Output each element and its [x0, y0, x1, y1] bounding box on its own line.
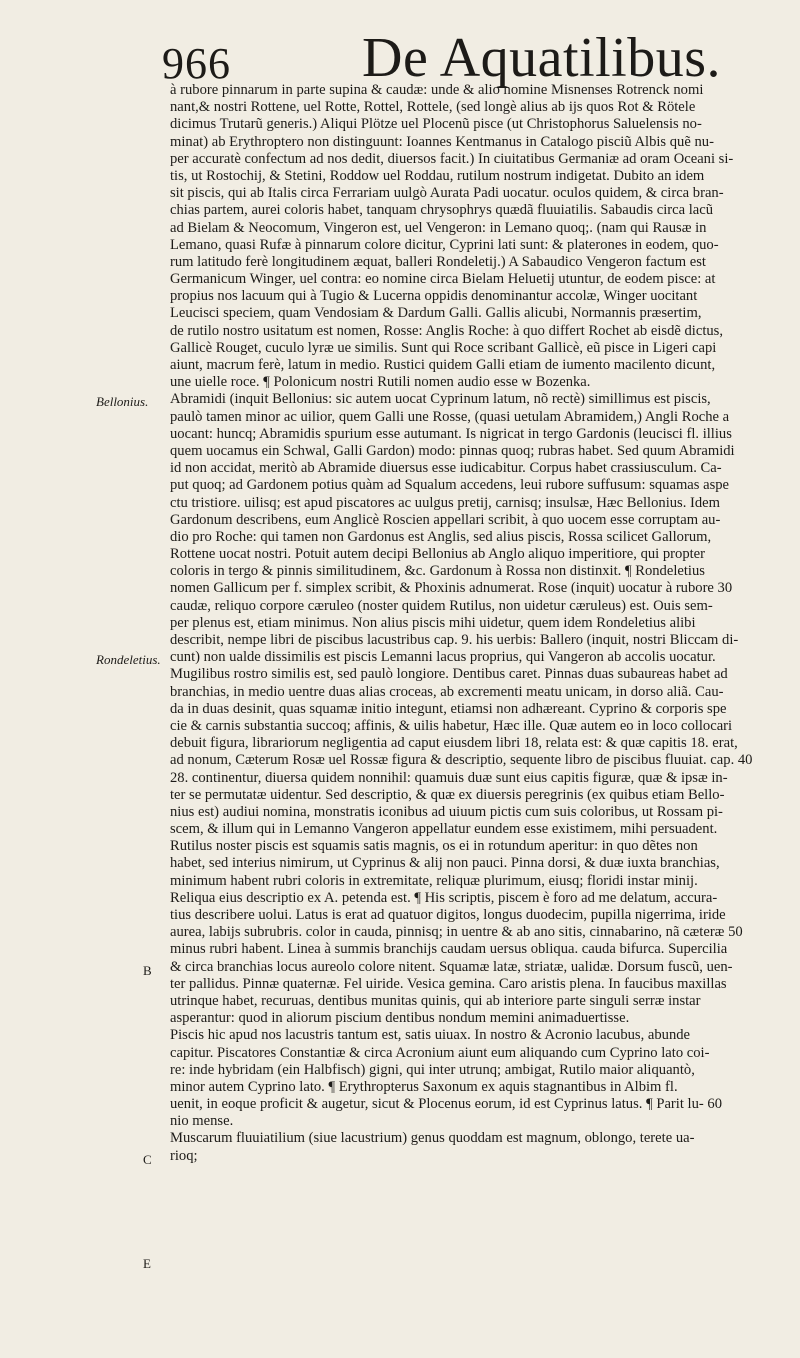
text-line: nio mense.	[170, 1113, 234, 1130]
text-line: 28. continentur, diuersa quidem nonnihil: quamuis duæ sunt eius capitis figuræ, quæ & ipsæ in-	[170, 769, 728, 786]
text-line: Piscis hic apud nos lacustris tantum est, satis uiuax. In nostro & Acronio lacubus, abunde	[170, 1027, 691, 1044]
text-line: put quoq; ad Gardonem potius quàm ad Squalum accedens, leui rubore suffusum: squamas aspe	[170, 477, 730, 494]
text-line: debuit figura, librariorum negligentia ad caput eiusdem libri 18, relata est: & quæ capitis 18. erat,	[170, 735, 738, 752]
text-line: minus rubri habent. Linea à summis branchijs caudam uersus obliqua. cauda bifurca. Supercilia	[170, 941, 728, 958]
text-line: Muscarum fluuiatilium (siue lacustrium) genus quoddam est magnum, oblongo, terete ua-	[170, 1130, 695, 1147]
running-title: De Aquatilibus.	[362, 27, 722, 89]
text-line: minimum habent rubri coloris in extremitate, reliquæ plurimum, eiusq; floridi instar minij.	[170, 872, 698, 889]
text-line: describit, nempe libri de piscibus lacustribus cap. 9. his uerbis: Ballero (inquit, nostri Bliccam di-	[170, 632, 739, 648]
text-line: sit piscis, qui ab Italis circa Ferrariam uulgò Aurata Padi uocatur. oculos quidem, & circa bran-	[170, 185, 724, 202]
text-line: Leucisci speciem, quam Vendosiam & Dardum Galli. Gallis alicubi, Normannis præsertim,	[170, 305, 702, 322]
text-line: nius est) audiui nomina, monstratis iconibus ad uiuum pictis cum suis coloribus, ut Rossam pi-	[170, 803, 723, 820]
text-line: Mugilibus rostro similis est, sed paulò longiore. Dentibus caret. Pinnas duas subaureas habet ad	[170, 666, 728, 683]
text-line: dicimus Trutarũ generis.) Aliqui Plötze uel Plocenũ pisce (ut Christophorus Saluelensis no-	[170, 116, 702, 133]
text-line: dio pro Roche: qui tamen non Gardonus est Anglis, sed alius piscis, Rossa scilicet Gallorum,	[170, 528, 712, 545]
text-line: uocant: huncq; Abramidis spurium esse autumant. Is nigricat in tergo Gardonis (leucisci fl. illius	[170, 425, 732, 442]
text-line: nant,& nostri Rottene, uel Rotte, Rottel, Rottele, (sed longè alius ab ijs quos Rot & Rötele	[170, 99, 696, 116]
text-line: Reliqua eius descriptio ex A. petenda est. ¶ His scriptis, piscem è foro ad me delatum, accura-	[170, 889, 718, 906]
text-line: capitur. Piscatores Constantiæ & circa Acronium aiunt eum aliquando cum Cyprino lato coi-	[170, 1044, 710, 1061]
text-line: da in duas desinit, quas squamæ initio integunt, etiamsi non adhæreant. Cyprino & corporis spe	[170, 700, 727, 717]
text-line: minor autem Cyprino lato. ¶ Erythropterus Saxonum ex aquis stagnantibus in Albim fl.	[170, 1078, 678, 1095]
text-line: ad nonum, Cæterum Rosæ uel Rossæ figura & descriptio, sequente libro de piscibus fluuiat. cap. 40	[170, 752, 753, 769]
text-line: Lemano, quasi Rufæ à pinnarum colore dicitur, Cyprini lati sunt: & platerones in eodem, quo-	[170, 236, 719, 253]
text-line: nomen Gallicum per f. simplex scribit, & Phoxinis adnumerat. Rose (inquit) uocatur à rubore 30	[170, 580, 733, 597]
text-line: aurea, labijs subrubris. color in cauda, pinnisq; in uentre & ab ano sitis, cinnabarino, nã cæteræ 50	[170, 924, 743, 941]
text-line: propius nos lacuum qui à Tugio & Lucerna oppidis denominantur accolæ, Winger uocitant	[170, 288, 698, 305]
section-letter: C	[143, 1152, 152, 1168]
text-line: Abramidi (inquit Bellonius: sic autem uocat Cyprinum latum, nõ rectè) simillimus est piscis,	[170, 391, 711, 408]
text-line: cunt) non ualde dissimilis est piscis Lemanni lacus proprius, qui Vangeron ab accolis uocatur.	[170, 649, 716, 666]
text-line: uenit, in eoque proficit & augetur, sicut & Plocenus eorum, id est Cyprinus latus. ¶ Parit lu- 60	[170, 1096, 722, 1113]
text-line: Rutilus noster piscis est squamis satis magnis, os ei in rotundum aperitur: in quo dẽtes non	[170, 838, 698, 855]
page-number: 966	[162, 39, 231, 88]
text-line: utrinque habet, recuruas, dentibus munitas quinis, qui ab interiore parte singuli serræ instar	[170, 992, 701, 1009]
section-letter: B	[143, 963, 152, 979]
text-line: rum latitudo ferè longitudinem æquat, balleri Rondeletij.) A Sabaudico Vengeron factum est	[170, 253, 706, 270]
text-line: Rottene uocat nostri. Potuit autem decipi Bellonius ab Anglo aliquo imperitiore, qui propter	[170, 546, 706, 563]
text-line: aiunt, macrum ferè, latum in medio. Rustici quidem Galli etiam de iumento macilento dicunt,	[170, 357, 716, 373]
text-line: ter pallidus. Pinnæ quaternæ. Fel uiride. Vesica gemina. Caro aristis plena. In faucibus maxillas	[170, 975, 727, 992]
margin-note: Bellonius.	[96, 393, 149, 409]
text-line: caudæ, reliquo corpore cæruleo (noster quidem Rutilus, non uidetur cæruleus) est. Ouis sem-	[170, 597, 713, 614]
text-line: Gallicè Rouget, cuculo lyræ ue similis. Sunt qui Roce scribant Gallicè, eũ pisce in Ligeri capi	[170, 339, 717, 356]
text-line: minat) ab Erythroptero non distinguunt: Ioannes Kentmanus in Catalogo pisciũ Albis quẽ nu-	[170, 133, 714, 150]
text-line: quem uocamus ein Schwal, Galli Gardon) modo: pinnas quoq; rubras habet. Sed quum Abramidi	[170, 442, 735, 459]
text-line: tius describere uolui. Latus is erat ad quatuor digitos, longus duodecim, pupilla nigerrima, iride	[170, 907, 726, 923]
text-line: id non accidat, meritò ab Abramide diuersus esse iudicabitur. Corpus habet crassiusculum. Ca-	[170, 460, 722, 477]
text-line: branchias, in medio uentre duas alias croceas, ab excrementi meatu unicam, in dorso aliã. Cau-	[170, 683, 724, 700]
text-line: rioq;	[170, 1147, 198, 1164]
text-line: Germanicum Winger, uel contra: eo nomine circa Bielam Heluetij utuntur, de eodem pisce: at	[170, 271, 716, 288]
text-line: paulò tamen minor ac uilior, quem Galli une Rosse, (quasi uetulam Abramidem,) Angli Roche a	[170, 408, 730, 425]
text-line: scem, & illum qui in Lemanno Vangeron appellatur eundem esse existimem, mihi persuadent.	[170, 821, 718, 838]
text-line: ter se permutatæ uidentur. Sed descriptio, & quæ ex diuersis peregrinis (ex quibus etiam Bello-	[170, 786, 725, 803]
body-text	[170, 82, 795, 1165]
text-line: Gardonum describens, eum Anglicè Roscien appellari scribit, à quo uocem esse corruptam au-	[170, 511, 721, 528]
text-line: une uielle roce. ¶ Polonicum nostri Rutili nomen audio esse w Bozenka.	[170, 374, 591, 391]
text-line: cie & carnis substantia succoq; affinis, & uilis habetur, Hæc ille. Quæ autem eo in loco collocari	[170, 717, 733, 734]
text-line: re: inde hybridam (ein Halbfisch) gigni, qui inter utrunq; ambigat, Rutilo maior aliquantò,	[170, 1061, 695, 1078]
text-line: per plenus est, etiam minimus. Non alius piscis mihi uidetur, quem idem Rondeletius alibi	[170, 614, 696, 631]
text-line: tis, ut Rostochij, & Stetini, Roddow uel Roddau, rutilum nostrum indigetat. Dubito an idem	[170, 167, 705, 184]
text-line: chias partem, aurei coloris habet, tanquam chrysophrys quædã fluuiatilis. Sabaudis circa lacũ	[170, 202, 714, 219]
text-line: de rutilo nostro usitatum est nomen, Rosse: Anglis Roche: à quo differt Rochet ab eisdẽ dictus,	[170, 322, 723, 339]
text-line: coloris in tergo & pinnis similitudinem, &c. Gardonum à Rossa non distinxit. ¶ Rondeletius	[170, 563, 705, 580]
text-line: asperantur: quod in aliorum piscium dentibus nondum memini animaduertisse.	[170, 1010, 630, 1027]
text-line: à rubore pinnarum in parte supina & caudæ: unde & alio nomine Misnenses Rotrenck nomi	[170, 82, 704, 98]
text-line: ctu tristiore. uilisq; est apud piscatores ac uulgus pretij, carnisq; insulsæ, Hæc Bellonius. Idem	[170, 494, 721, 511]
text-line: habet, sed interius nimirum, ut Cyprinus & alij non pauci. Pinna dorsi, & duæ iuxta branchias,	[170, 855, 720, 872]
text-line: per accuratè confectum ad nos dedit, diuersos facit.) In ciuitatibus Germaniæ ad oram Oceani si-	[170, 150, 734, 167]
text-line: & circa branchias locus aureolo colore nitent. Squamæ latæ, striatæ, ualidæ. Dorsum fuscũ, uen-	[170, 958, 733, 975]
text-line: ad Bielam & Neocomum, Vingeron est, uel Vengeron: in Lemano quoq;. (nam qui Rausæ in	[170, 219, 707, 236]
margin-note: Rondeletius.	[96, 651, 161, 667]
section-letter: E	[143, 1255, 151, 1271]
